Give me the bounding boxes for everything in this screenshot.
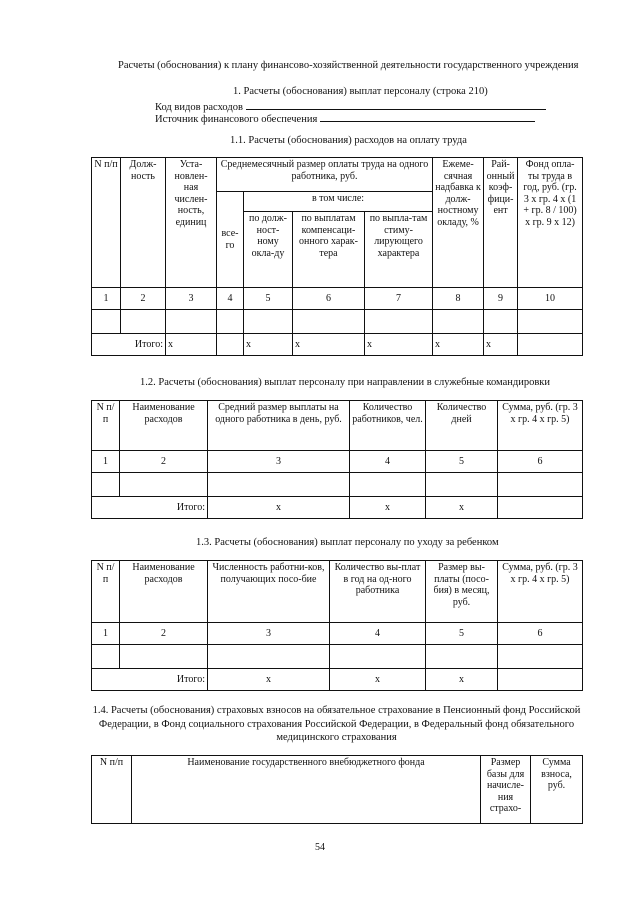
- col-header-workers: Количество работников, чел.: [350, 401, 426, 451]
- col-number: 3: [208, 451, 350, 473]
- empty-cell: [244, 310, 293, 334]
- code-fill-line: [246, 99, 546, 110]
- empty-cell: [293, 310, 365, 334]
- empty-cell: [518, 334, 583, 356]
- empty-cell: [208, 473, 350, 497]
- x-mark: x: [426, 497, 498, 519]
- col-number: 6: [498, 623, 583, 645]
- col-number: 1: [92, 451, 120, 473]
- col-number: 1: [92, 288, 121, 310]
- col-number: 2: [120, 451, 208, 473]
- col-header-n: N п/п: [92, 158, 121, 288]
- section-1-2-title: 1.2. Расчеты (обоснования) выплат персоналу при направлении в служебные командировки: [140, 377, 551, 388]
- empty-cell: [498, 473, 583, 497]
- col-number: 5: [426, 451, 498, 473]
- col-header-n: N п/п: [92, 401, 120, 451]
- col-header-contribution: Сумма взноса, руб.: [531, 756, 583, 824]
- col-header-payments-per-year: Количество вы-плат в год на од-ного работника: [330, 561, 426, 623]
- col-number: 2: [120, 623, 208, 645]
- col-header-compensation: по выплатам компенсаци-онного харак-тера: [293, 212, 365, 288]
- col-header-stimulating: по выпла-там стиму-лирующего характера: [365, 212, 433, 288]
- col-number: 3: [166, 288, 217, 310]
- section-1-1-title: 1.1. Расчеты (обоснования) расходов на оплату труда: [230, 135, 467, 146]
- empty-cell: [92, 473, 120, 497]
- total-label: Итого:: [92, 497, 208, 519]
- empty-cell: [498, 645, 583, 669]
- col-header-recipients: Численность работни-ков, получающих посо-бие: [208, 561, 330, 623]
- empty-cell: [217, 310, 244, 334]
- col-header-n: N п/п: [92, 561, 120, 623]
- labor-cost-table: [91, 157, 583, 356]
- x-mark: x: [350, 497, 426, 519]
- source-label: Источник финансового обеспечения: [155, 114, 318, 125]
- empty-cell: [484, 310, 518, 334]
- empty-cell: [120, 645, 208, 669]
- empty-cell: [120, 473, 208, 497]
- document-title: Расчеты (обоснования) к плану финансово-хозяйственной деятельности государственного учреждения: [118, 60, 579, 71]
- col-header-n: N п/п: [92, 756, 132, 824]
- col-header-avg-pay: Среднемесячный размер оплаты труда на одного работника, руб.: [217, 158, 433, 192]
- table-row: [92, 645, 583, 669]
- page-number: 54: [315, 842, 325, 853]
- col-number: 2: [121, 288, 166, 310]
- col-header-monthly-amount: Размер вы-платы (посо-бия) в месяц, руб.: [426, 561, 498, 623]
- x-mark: x: [330, 669, 426, 691]
- empty-cell: [166, 310, 217, 334]
- col-number: 6: [498, 451, 583, 473]
- source-line: [155, 111, 535, 126]
- empty-cell: [426, 473, 498, 497]
- total-label: Итого:: [92, 669, 208, 691]
- table-row: [92, 473, 583, 497]
- col-number: 4: [217, 288, 244, 310]
- col-number: 5: [244, 288, 293, 310]
- col-header-days: Количество дней: [426, 401, 498, 451]
- x-mark: x: [433, 334, 484, 356]
- empty-cell: [92, 310, 121, 334]
- col-header-fund: Фонд опла-ты труда в год, руб. (гр. 3 х гр. 4 х (1 + гр. 8 / 100) х гр. 9 х 12): [518, 158, 583, 288]
- source-fill-line: [320, 111, 535, 122]
- col-number: 10: [518, 288, 583, 310]
- total-row: [92, 334, 583, 356]
- empty-cell: [121, 310, 166, 334]
- col-header-units: Уста-новлен-ная числен-ность, единиц: [166, 158, 217, 288]
- col-header-base: Размер базы для начисле-ния страхо-: [481, 756, 531, 824]
- col-header-sum: Сумма, руб. (гр. 3 х гр. 4 х гр. 5): [498, 561, 583, 623]
- empty-cell: [217, 334, 244, 356]
- empty-cell: [208, 645, 330, 669]
- col-number: 6: [293, 288, 365, 310]
- x-mark: x: [208, 497, 350, 519]
- col-header-fund-name: Наименование государственного внебюджетного фонда: [132, 756, 481, 824]
- col-number: 3: [208, 623, 330, 645]
- col-header-total: все-го: [217, 192, 244, 288]
- col-number: 4: [350, 451, 426, 473]
- x-mark: x: [208, 669, 330, 691]
- empty-cell: [433, 310, 484, 334]
- col-number: 7: [365, 288, 433, 310]
- col-header-avg-payment: Средний размер выплаты на одного работника в день, руб.: [208, 401, 350, 451]
- empty-cell: [92, 645, 120, 669]
- x-mark: x: [426, 669, 498, 691]
- x-mark: x: [166, 334, 217, 356]
- empty-cell: [518, 310, 583, 334]
- childcare-table: [91, 560, 583, 691]
- col-number: 9: [484, 288, 518, 310]
- total-row: [92, 669, 583, 691]
- x-mark: x: [484, 334, 518, 356]
- col-header-sum: Сумма, руб. (гр. 3 х гр. 4 х гр. 5): [498, 401, 583, 451]
- empty-cell: [498, 497, 583, 519]
- total-label: Итого:: [92, 334, 166, 356]
- col-number: 4: [330, 623, 426, 645]
- col-number: 5: [426, 623, 498, 645]
- col-header-expense: Наименование расходов: [120, 401, 208, 451]
- col-header-position: Долж-ность: [121, 158, 166, 288]
- col-header-bonus: Ежеме-сячная надбавка к долж-ностному окладу, %: [433, 158, 484, 288]
- empty-cell: [498, 669, 583, 691]
- col-header-coefficient: Рай-онный коэф-фици-ент: [484, 158, 518, 288]
- empty-cell: [350, 473, 426, 497]
- x-mark: x: [244, 334, 293, 356]
- col-number: 8: [433, 288, 484, 310]
- business-trip-table: [91, 400, 583, 519]
- section-1-3-title: 1.3. Расчеты (обоснования) выплат персоналу по уходу за ребенком: [196, 537, 499, 548]
- x-mark: x: [365, 334, 433, 356]
- total-row: [92, 497, 583, 519]
- col-header-expense: Наименование расходов: [120, 561, 208, 623]
- section-1-4-title: 1.4. Расчеты (обоснования) страховых взносов на обязательное страхование в Пенсионный фонд Российской Федерации, в Фонд социального страхования Российской Федерации, в Федеральный фонд обязательного медицинского страхования: [92, 705, 581, 744]
- code-label: Код видов расходов: [155, 102, 243, 113]
- empty-cell: [365, 310, 433, 334]
- table-row: [92, 310, 583, 334]
- x-mark: x: [293, 334, 365, 356]
- col-number: 1: [92, 623, 120, 645]
- insurance-contributions-table: [91, 755, 583, 824]
- section-1-title: 1. Расчеты (обоснования) выплат персоналу (строка 210): [233, 86, 488, 97]
- empty-cell: [426, 645, 498, 669]
- col-header-salary: по долж-ност-ному окла-ду: [244, 212, 293, 288]
- empty-cell: [330, 645, 426, 669]
- col-header-including: в том числе:: [244, 192, 433, 212]
